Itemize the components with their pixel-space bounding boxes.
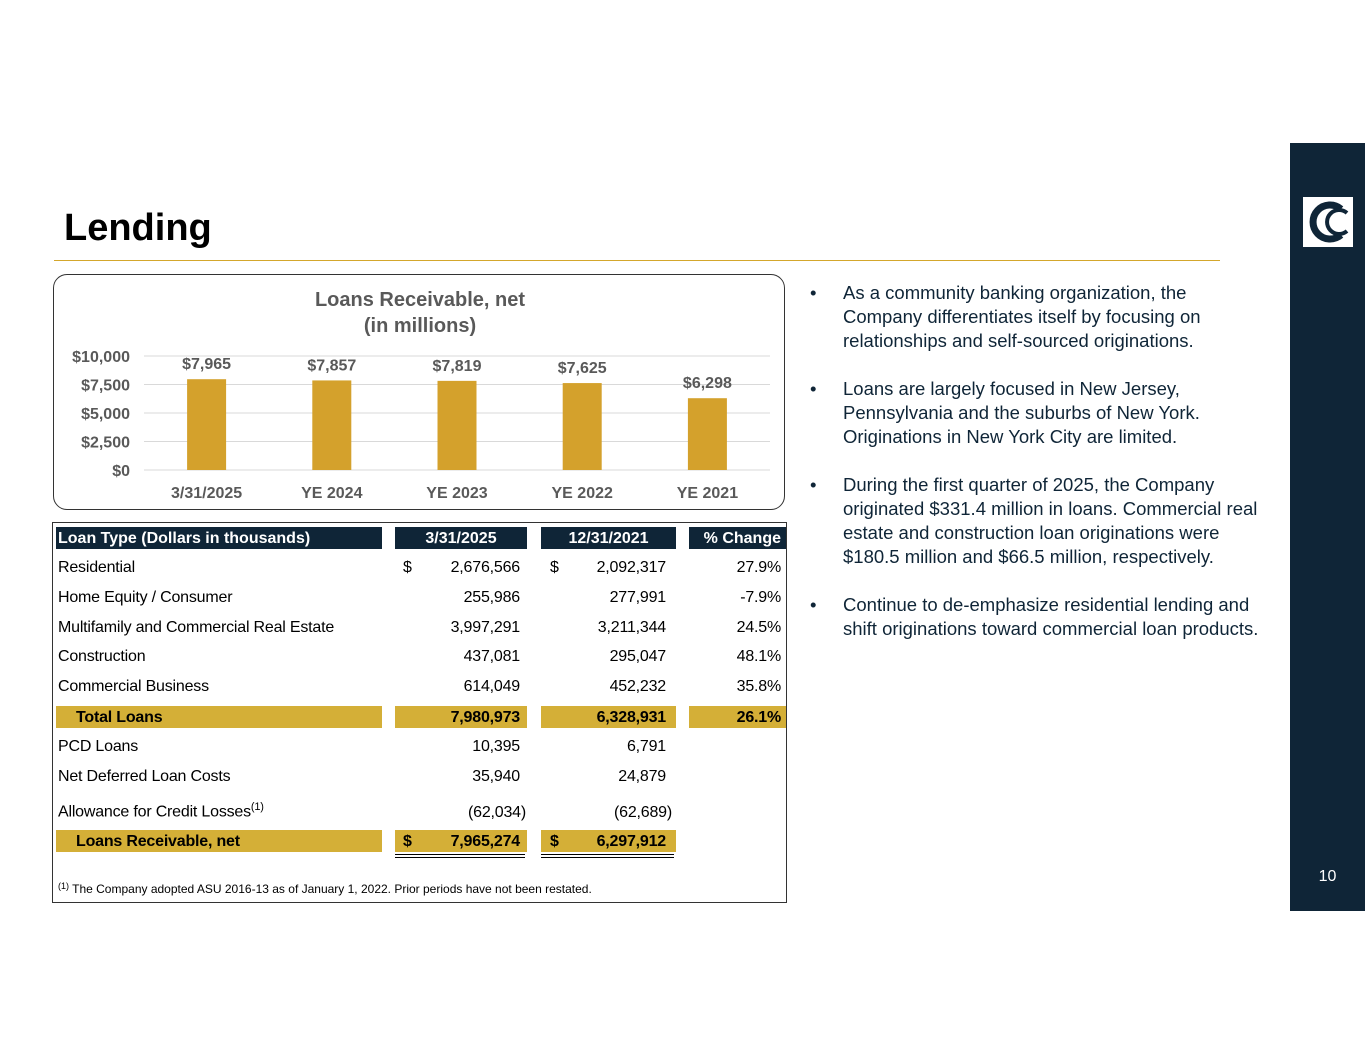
footnote-text: The Company adopted ASU 2016-13 as of January 1, 2022. Prior periods have not been restated. — [72, 882, 592, 896]
data-label: $6,298 — [682, 375, 732, 393]
x-tick-label: YE 2023 — [426, 485, 488, 502]
row-v2: 3,211,344 — [597, 619, 666, 636]
row-sign-2: $ — [550, 559, 559, 576]
data-label: $7,625 — [557, 360, 607, 378]
total-label: Total Loans — [76, 709, 163, 726]
data-label: $7,965 — [182, 356, 232, 374]
row-change: -7.9% — [740, 589, 781, 606]
allowance-sup: (1) — [250, 801, 264, 813]
header-col1: 3/31/2025 — [425, 530, 497, 547]
bullet-item — [810, 593, 1260, 641]
y-tick-label: $10,000 — [72, 349, 130, 366]
bullet-item — [810, 473, 1260, 569]
loan-table — [52, 522, 787, 903]
row-v2: 295,047 — [609, 648, 666, 665]
bullet-text: As a community banking organization, the Company differentiates itself by focusing on relationships and self-sourced originations. — [843, 282, 1201, 351]
net-underline-1b — [395, 857, 525, 858]
bullet-list — [810, 281, 1260, 665]
bullet-item — [810, 281, 1260, 353]
footnote — [58, 881, 592, 896]
allowance-v2: (62,689) — [614, 804, 672, 821]
chart-plot — [54, 275, 786, 511]
row-v1: 3,997,291 — [450, 619, 520, 636]
row-v1: 2,676,566 — [450, 559, 520, 576]
total-v2: 6,328,931 — [596, 709, 666, 726]
x-tick-label: YE 2022 — [551, 485, 613, 502]
total-change: 26.1% — [736, 709, 781, 726]
bar — [438, 381, 477, 470]
header-loan-type: Loan Type (Dollars in thousands) — [58, 530, 311, 547]
company-logo-icon — [1303, 197, 1353, 247]
bullet-text: Loans are largely focused in New Jersey, Pennsylvania and the suburbs of New York. Originations in New York City are limited. — [843, 378, 1200, 447]
page-number: 10 — [1318, 868, 1337, 885]
data-label: $7,857 — [307, 357, 357, 375]
bar — [563, 383, 602, 470]
data-label: $7,819 — [432, 357, 482, 375]
allowance-v1: (62,034) — [468, 804, 526, 821]
net-sign-2: $ — [550, 833, 559, 850]
bullet-text: During the first quarter of 2025, the Company originated $331.4 million in loans. Commercial real estate and construction loan originations were $180.5 million and $66.5 million, respectively. — [843, 474, 1258, 567]
title-divider — [54, 260, 1220, 261]
header-col2: 12/31/2021 — [568, 530, 649, 547]
bullet-item — [810, 377, 1260, 449]
allowance-label — [58, 801, 264, 821]
row-label: Multifamily and Commercial Real Estate — [58, 619, 335, 636]
row-v1: 255,986 — [463, 589, 520, 606]
page-title: Lending — [64, 207, 212, 249]
total-v1: 7,980,973 — [450, 709, 520, 726]
row-label: Commercial Business — [58, 678, 209, 695]
row-label: PCD Loans — [58, 738, 139, 755]
row-v1: 10,395 — [472, 738, 520, 755]
row-v2: 277,991 — [609, 589, 666, 606]
x-tick-label: YE 2024 — [301, 485, 363, 502]
row-change: 48.1% — [736, 648, 781, 665]
row-change: 24.5% — [736, 619, 781, 636]
bullet-dot: • — [810, 594, 817, 615]
row-sign-1: $ — [403, 559, 412, 576]
allowance-label-text: Allowance for Credit Losses — [58, 803, 251, 821]
bar — [187, 379, 226, 470]
x-tick-label: YE 2021 — [676, 485, 739, 502]
bullet-dot: • — [810, 474, 817, 495]
header-change: % Change — [703, 530, 781, 547]
bullet-text: Continue to de-emphasize residential lending and shift originations toward commercial loan products. — [843, 594, 1259, 639]
row-v1: 437,081 — [463, 648, 520, 665]
net-v2: 6,297,912 — [596, 833, 666, 850]
bullet-dot: • — [810, 282, 817, 303]
net-underline-1a — [395, 854, 525, 855]
row-v1: 614,049 — [463, 678, 520, 695]
chart-subtitle: (in millions) — [363, 315, 477, 337]
row-label: Home Equity / Consumer — [58, 589, 233, 606]
y-tick-label: $0 — [112, 463, 130, 480]
row-change: 27.9% — [736, 559, 781, 576]
side-bar — [1290, 143, 1365, 911]
row-change: 35.8% — [736, 678, 781, 695]
bar — [688, 398, 727, 470]
row-v2: 6,791 — [626, 738, 666, 755]
row-label: Residential — [58, 559, 135, 576]
net-underline-2b — [541, 857, 674, 858]
row-v1: 35,940 — [472, 768, 520, 785]
row-v2: 24,879 — [618, 768, 666, 785]
company-logo — [1303, 197, 1353, 247]
footnote-sup: (1) — [58, 881, 69, 891]
bar — [312, 380, 351, 470]
y-tick-label: $5,000 — [81, 406, 130, 423]
y-tick-label: $2,500 — [81, 434, 130, 452]
net-underline-2a — [541, 854, 674, 855]
row-v2: 452,232 — [609, 678, 666, 695]
x-tick-label: 3/31/2025 — [171, 485, 243, 502]
row-v2: 2,092,317 — [596, 559, 666, 576]
row-label: Net Deferred Loan Costs — [58, 768, 231, 785]
row-label: Construction — [58, 648, 146, 665]
bullet-dot: • — [810, 378, 817, 399]
chart-title-main: Loans Receivable, net — [314, 289, 526, 311]
net-label: Loans Receivable, net — [76, 833, 240, 850]
net-v1: 7,965,274 — [450, 833, 520, 850]
y-tick-label: $7,500 — [81, 377, 130, 395]
net-sign-1: $ — [403, 833, 412, 850]
loans-chart — [53, 274, 785, 510]
